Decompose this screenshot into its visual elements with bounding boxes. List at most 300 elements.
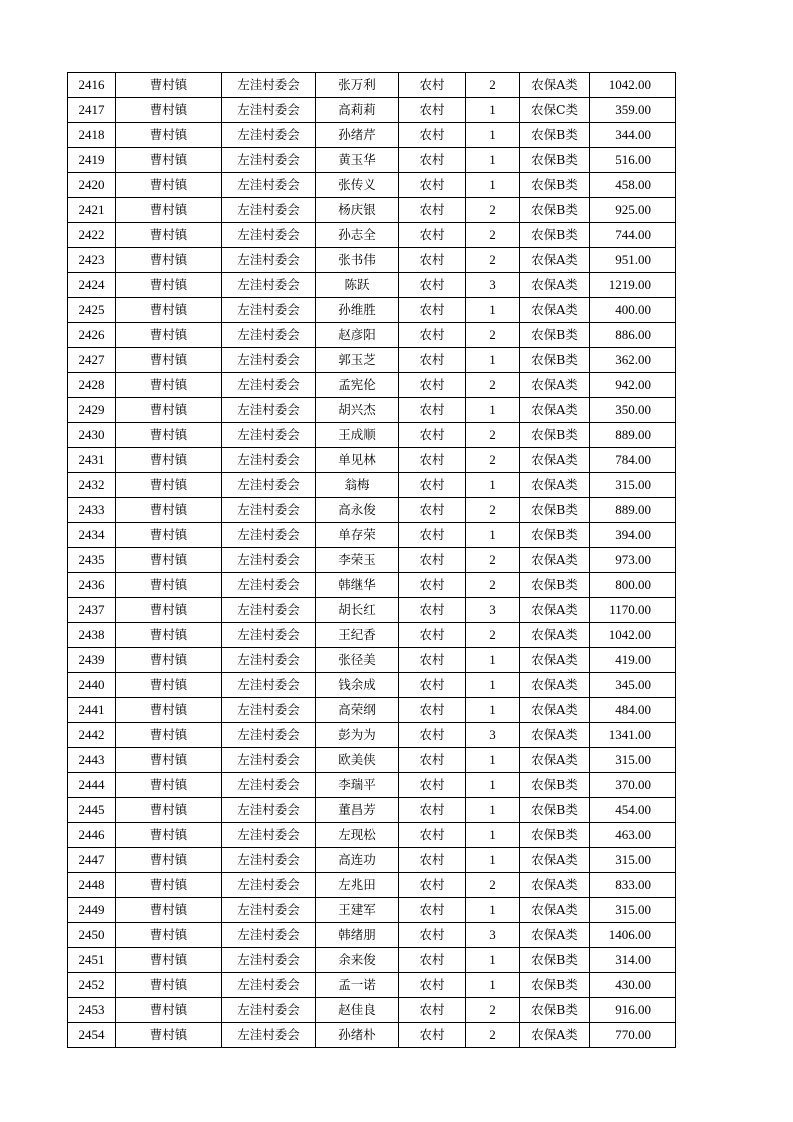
committee-cell: 左洼村委会 (222, 323, 316, 348)
category-cell: 农保A类 (520, 298, 590, 323)
committee-cell: 左洼村委会 (222, 273, 316, 298)
type-cell: 农村 (399, 748, 466, 773)
name-cell: 杨庆银 (316, 198, 399, 223)
category-cell: 农保A类 (520, 73, 590, 98)
type-cell: 农村 (399, 898, 466, 923)
amount-cell: 458.00 (590, 173, 676, 198)
amount-cell: 430.00 (590, 973, 676, 998)
table-row (68, 98, 676, 123)
table-row (68, 673, 676, 698)
members-cell: 2 (466, 223, 520, 248)
amount-cell: 370.00 (590, 773, 676, 798)
amount-cell: 314.00 (590, 948, 676, 973)
committee-cell: 左洼村委会 (222, 698, 316, 723)
type-cell: 农村 (399, 373, 466, 398)
category-cell: 农保B类 (520, 123, 590, 148)
name-cell: 孙志全 (316, 223, 399, 248)
category-cell: 农保A类 (520, 623, 590, 648)
type-cell: 农村 (399, 923, 466, 948)
seq-cell: 2448 (68, 873, 116, 898)
type-cell: 农村 (399, 323, 466, 348)
records-table (67, 72, 676, 1048)
seq-cell: 2454 (68, 1023, 116, 1048)
amount-cell: 1219.00 (590, 273, 676, 298)
category-cell: 农保B类 (520, 998, 590, 1023)
name-cell: 李瑞平 (316, 773, 399, 798)
category-cell: 农保A类 (520, 1023, 590, 1048)
seq-cell: 2438 (68, 623, 116, 648)
type-cell: 农村 (399, 448, 466, 473)
town-cell: 曹村镇 (116, 973, 222, 998)
committee-cell: 左洼村委会 (222, 998, 316, 1023)
members-cell: 1 (466, 673, 520, 698)
town-cell: 曹村镇 (116, 898, 222, 923)
category-cell: 农保B类 (520, 973, 590, 998)
table-row (68, 398, 676, 423)
members-cell: 1 (466, 98, 520, 123)
members-cell: 1 (466, 173, 520, 198)
name-cell: 翁梅 (316, 473, 399, 498)
amount-cell: 784.00 (590, 448, 676, 473)
category-cell: 农保B类 (520, 323, 590, 348)
table-row (68, 623, 676, 648)
members-cell: 3 (466, 598, 520, 623)
committee-cell: 左洼村委会 (222, 498, 316, 523)
committee-cell: 左洼村委会 (222, 723, 316, 748)
town-cell: 曹村镇 (116, 223, 222, 248)
table-row (68, 948, 676, 973)
table-row (68, 298, 676, 323)
table-row (68, 798, 676, 823)
committee-cell: 左洼村委会 (222, 473, 316, 498)
committee-cell: 左洼村委会 (222, 923, 316, 948)
table-row (68, 523, 676, 548)
members-cell: 1 (466, 898, 520, 923)
table-row (68, 548, 676, 573)
table-row (68, 998, 676, 1023)
members-cell: 2 (466, 998, 520, 1023)
members-cell: 2 (466, 248, 520, 273)
name-cell: 李荣玉 (316, 548, 399, 573)
amount-cell: 344.00 (590, 123, 676, 148)
category-cell: 农保B类 (520, 198, 590, 223)
town-cell: 曹村镇 (116, 473, 222, 498)
type-cell: 农村 (399, 998, 466, 1023)
type-cell: 农村 (399, 398, 466, 423)
amount-cell: 345.00 (590, 673, 676, 698)
amount-cell: 800.00 (590, 573, 676, 598)
amount-cell: 770.00 (590, 1023, 676, 1048)
type-cell: 农村 (399, 298, 466, 323)
category-cell: 农保A类 (520, 273, 590, 298)
name-cell: 单存荣 (316, 523, 399, 548)
members-cell: 2 (466, 323, 520, 348)
type-cell: 农村 (399, 423, 466, 448)
committee-cell: 左洼村委会 (222, 748, 316, 773)
members-cell: 3 (466, 923, 520, 948)
committee-cell: 左洼村委会 (222, 598, 316, 623)
members-cell: 2 (466, 873, 520, 898)
category-cell: 农保A类 (520, 723, 590, 748)
members-cell: 1 (466, 398, 520, 423)
category-cell: 农保B类 (520, 948, 590, 973)
category-cell: 农保B类 (520, 523, 590, 548)
type-cell: 农村 (399, 473, 466, 498)
committee-cell: 左洼村委会 (222, 223, 316, 248)
category-cell: 农保B类 (520, 773, 590, 798)
type-cell: 农村 (399, 723, 466, 748)
name-cell: 胡兴杰 (316, 398, 399, 423)
committee-cell: 左洼村委会 (222, 773, 316, 798)
amount-cell: 833.00 (590, 873, 676, 898)
seq-cell: 2419 (68, 148, 116, 173)
members-cell: 1 (466, 798, 520, 823)
type-cell: 农村 (399, 273, 466, 298)
category-cell: 农保C类 (520, 98, 590, 123)
committee-cell: 左洼村委会 (222, 548, 316, 573)
amount-cell: 916.00 (590, 998, 676, 1023)
category-cell: 农保A类 (520, 898, 590, 923)
category-cell: 农保B类 (520, 148, 590, 173)
seq-cell: 2426 (68, 323, 116, 348)
category-cell: 农保B类 (520, 348, 590, 373)
seq-cell: 2431 (68, 448, 116, 473)
seq-cell: 2424 (68, 273, 116, 298)
table-row (68, 323, 676, 348)
name-cell: 陈跃 (316, 273, 399, 298)
type-cell: 农村 (399, 773, 466, 798)
committee-cell: 左洼村委会 (222, 173, 316, 198)
amount-cell: 315.00 (590, 473, 676, 498)
town-cell: 曹村镇 (116, 798, 222, 823)
amount-cell: 889.00 (590, 498, 676, 523)
seq-cell: 2417 (68, 98, 116, 123)
members-cell: 1 (466, 298, 520, 323)
name-cell: 胡长红 (316, 598, 399, 623)
town-cell: 曹村镇 (116, 323, 222, 348)
committee-cell: 左洼村委会 (222, 148, 316, 173)
members-cell: 1 (466, 823, 520, 848)
amount-cell: 1406.00 (590, 923, 676, 948)
seq-cell: 2450 (68, 923, 116, 948)
amount-cell: 315.00 (590, 898, 676, 923)
seq-cell: 2435 (68, 548, 116, 573)
town-cell: 曹村镇 (116, 398, 222, 423)
seq-cell: 2428 (68, 373, 116, 398)
name-cell: 高永俊 (316, 498, 399, 523)
name-cell: 赵彦阳 (316, 323, 399, 348)
committee-cell: 左洼村委会 (222, 573, 316, 598)
amount-cell: 350.00 (590, 398, 676, 423)
name-cell: 钱余成 (316, 673, 399, 698)
table-row (68, 273, 676, 298)
table-row (68, 348, 676, 373)
members-cell: 1 (466, 773, 520, 798)
table-row (68, 498, 676, 523)
name-cell: 孟一诺 (316, 973, 399, 998)
table-row (68, 248, 676, 273)
town-cell: 曹村镇 (116, 923, 222, 948)
town-cell: 曹村镇 (116, 723, 222, 748)
town-cell: 曹村镇 (116, 73, 222, 98)
name-cell: 左现松 (316, 823, 399, 848)
town-cell: 曹村镇 (116, 148, 222, 173)
town-cell: 曹村镇 (116, 1023, 222, 1048)
committee-cell: 左洼村委会 (222, 73, 316, 98)
town-cell: 曹村镇 (116, 523, 222, 548)
seq-cell: 2436 (68, 573, 116, 598)
seq-cell: 2434 (68, 523, 116, 548)
amount-cell: 889.00 (590, 423, 676, 448)
town-cell: 曹村镇 (116, 748, 222, 773)
town-cell: 曹村镇 (116, 98, 222, 123)
amount-cell: 400.00 (590, 298, 676, 323)
amount-cell: 942.00 (590, 373, 676, 398)
name-cell: 张传义 (316, 173, 399, 198)
type-cell: 农村 (399, 873, 466, 898)
amount-cell: 454.00 (590, 798, 676, 823)
town-cell: 曹村镇 (116, 373, 222, 398)
members-cell: 2 (466, 373, 520, 398)
committee-cell: 左洼村委会 (222, 648, 316, 673)
committee-cell: 左洼村委会 (222, 623, 316, 648)
town-cell: 曹村镇 (116, 698, 222, 723)
committee-cell: 左洼村委会 (222, 423, 316, 448)
town-cell: 曹村镇 (116, 173, 222, 198)
category-cell: 农保A类 (520, 923, 590, 948)
table-row (68, 1023, 676, 1048)
seq-cell: 2452 (68, 973, 116, 998)
town-cell: 曹村镇 (116, 998, 222, 1023)
type-cell: 农村 (399, 948, 466, 973)
committee-cell: 左洼村委会 (222, 348, 316, 373)
name-cell: 黄玉华 (316, 148, 399, 173)
members-cell: 1 (466, 948, 520, 973)
table-row (68, 123, 676, 148)
category-cell: 农保B类 (520, 798, 590, 823)
category-cell: 农保A类 (520, 473, 590, 498)
town-cell: 曹村镇 (116, 623, 222, 648)
name-cell: 高荣纲 (316, 698, 399, 723)
members-cell: 1 (466, 148, 520, 173)
committee-cell: 左洼村委会 (222, 673, 316, 698)
seq-cell: 2425 (68, 298, 116, 323)
members-cell: 1 (466, 648, 520, 673)
name-cell: 王纪香 (316, 623, 399, 648)
members-cell: 2 (466, 198, 520, 223)
table-row (68, 923, 676, 948)
amount-cell: 1170.00 (590, 598, 676, 623)
town-cell: 曹村镇 (116, 248, 222, 273)
members-cell: 1 (466, 698, 520, 723)
category-cell: 农保A类 (520, 373, 590, 398)
table-row (68, 73, 676, 98)
committee-cell: 左洼村委会 (222, 523, 316, 548)
amount-cell: 973.00 (590, 548, 676, 573)
category-cell: 农保A类 (520, 248, 590, 273)
table-row (68, 748, 676, 773)
category-cell: 农保B类 (520, 498, 590, 523)
name-cell: 单见林 (316, 448, 399, 473)
name-cell: 左兆田 (316, 873, 399, 898)
seq-cell: 2432 (68, 473, 116, 498)
type-cell: 农村 (399, 198, 466, 223)
seq-cell: 2444 (68, 773, 116, 798)
seq-cell: 2420 (68, 173, 116, 198)
seq-cell: 2449 (68, 898, 116, 923)
table-row (68, 448, 676, 473)
name-cell: 王建军 (316, 898, 399, 923)
category-cell: 农保A类 (520, 598, 590, 623)
town-cell: 曹村镇 (116, 348, 222, 373)
name-cell: 张书伟 (316, 248, 399, 273)
seq-cell: 2446 (68, 823, 116, 848)
committee-cell: 左洼村委会 (222, 973, 316, 998)
seq-cell: 2445 (68, 798, 116, 823)
seq-cell: 2421 (68, 198, 116, 223)
members-cell: 2 (466, 548, 520, 573)
town-cell: 曹村镇 (116, 573, 222, 598)
committee-cell: 左洼村委会 (222, 1023, 316, 1048)
members-cell: 1 (466, 848, 520, 873)
table-row (68, 198, 676, 223)
type-cell: 农村 (399, 1023, 466, 1048)
members-cell: 2 (466, 498, 520, 523)
table-row (68, 773, 676, 798)
amount-cell: 951.00 (590, 248, 676, 273)
type-cell: 农村 (399, 173, 466, 198)
category-cell: 农保B类 (520, 173, 590, 198)
committee-cell: 左洼村委会 (222, 123, 316, 148)
type-cell: 农村 (399, 123, 466, 148)
type-cell: 农村 (399, 973, 466, 998)
committee-cell: 左洼村委会 (222, 448, 316, 473)
seq-cell: 2453 (68, 998, 116, 1023)
town-cell: 曹村镇 (116, 948, 222, 973)
committee-cell: 左洼村委会 (222, 948, 316, 973)
name-cell: 孟宪伦 (316, 373, 399, 398)
name-cell: 余来俊 (316, 948, 399, 973)
type-cell: 农村 (399, 148, 466, 173)
type-cell: 农村 (399, 848, 466, 873)
type-cell: 农村 (399, 648, 466, 673)
category-cell: 农保A类 (520, 448, 590, 473)
seq-cell: 2430 (68, 423, 116, 448)
category-cell: 农保A类 (520, 673, 590, 698)
table-row (68, 598, 676, 623)
table-row (68, 373, 676, 398)
seq-cell: 2439 (68, 648, 116, 673)
category-cell: 农保B类 (520, 823, 590, 848)
town-cell: 曹村镇 (116, 298, 222, 323)
table-row (68, 898, 676, 923)
amount-cell: 315.00 (590, 748, 676, 773)
amount-cell: 925.00 (590, 198, 676, 223)
seq-cell: 2422 (68, 223, 116, 248)
seq-cell: 2418 (68, 123, 116, 148)
name-cell: 孙维胜 (316, 298, 399, 323)
committee-cell: 左洼村委会 (222, 373, 316, 398)
committee-cell: 左洼村委会 (222, 198, 316, 223)
members-cell: 1 (466, 748, 520, 773)
committee-cell: 左洼村委会 (222, 898, 316, 923)
table-row (68, 823, 676, 848)
town-cell: 曹村镇 (116, 598, 222, 623)
table-row (68, 148, 676, 173)
committee-cell: 左洼村委会 (222, 298, 316, 323)
type-cell: 农村 (399, 548, 466, 573)
table-row (68, 973, 676, 998)
seq-cell: 2451 (68, 948, 116, 973)
amount-cell: 394.00 (590, 523, 676, 548)
town-cell: 曹村镇 (116, 448, 222, 473)
members-cell: 2 (466, 573, 520, 598)
name-cell: 高莉莉 (316, 98, 399, 123)
amount-cell: 419.00 (590, 648, 676, 673)
amount-cell: 359.00 (590, 98, 676, 123)
name-cell: 张万利 (316, 73, 399, 98)
committee-cell: 左洼村委会 (222, 248, 316, 273)
category-cell: 农保B类 (520, 223, 590, 248)
committee-cell: 左洼村委会 (222, 398, 316, 423)
category-cell: 农保B类 (520, 573, 590, 598)
seq-cell: 2443 (68, 748, 116, 773)
category-cell: 农保A类 (520, 548, 590, 573)
name-cell: 韩绪朋 (316, 923, 399, 948)
records-body (68, 73, 676, 1048)
town-cell: 曹村镇 (116, 273, 222, 298)
members-cell: 2 (466, 1023, 520, 1048)
type-cell: 农村 (399, 798, 466, 823)
town-cell: 曹村镇 (116, 873, 222, 898)
table-row (68, 423, 676, 448)
seq-cell: 2442 (68, 723, 116, 748)
amount-cell: 1341.00 (590, 723, 676, 748)
seq-cell: 2429 (68, 398, 116, 423)
name-cell: 高连功 (316, 848, 399, 873)
town-cell: 曹村镇 (116, 423, 222, 448)
category-cell: 农保A类 (520, 748, 590, 773)
amount-cell: 463.00 (590, 823, 676, 848)
name-cell: 孙绪朴 (316, 1023, 399, 1048)
committee-cell: 左洼村委会 (222, 98, 316, 123)
members-cell: 2 (466, 423, 520, 448)
members-cell: 3 (466, 723, 520, 748)
category-cell: 农保A类 (520, 873, 590, 898)
members-cell: 2 (466, 448, 520, 473)
name-cell: 张径美 (316, 648, 399, 673)
members-cell: 1 (466, 123, 520, 148)
table-row (68, 473, 676, 498)
table-row (68, 223, 676, 248)
amount-cell: 886.00 (590, 323, 676, 348)
name-cell: 欧美侠 (316, 748, 399, 773)
members-cell: 1 (466, 348, 520, 373)
town-cell: 曹村镇 (116, 648, 222, 673)
type-cell: 农村 (399, 73, 466, 98)
category-cell: 农保A类 (520, 698, 590, 723)
amount-cell: 484.00 (590, 698, 676, 723)
type-cell: 农村 (399, 348, 466, 373)
table-row (68, 573, 676, 598)
seq-cell: 2437 (68, 598, 116, 623)
type-cell: 农村 (399, 98, 466, 123)
table-row (68, 723, 676, 748)
table-row (68, 648, 676, 673)
town-cell: 曹村镇 (116, 673, 222, 698)
seq-cell: 2427 (68, 348, 116, 373)
type-cell: 农村 (399, 573, 466, 598)
